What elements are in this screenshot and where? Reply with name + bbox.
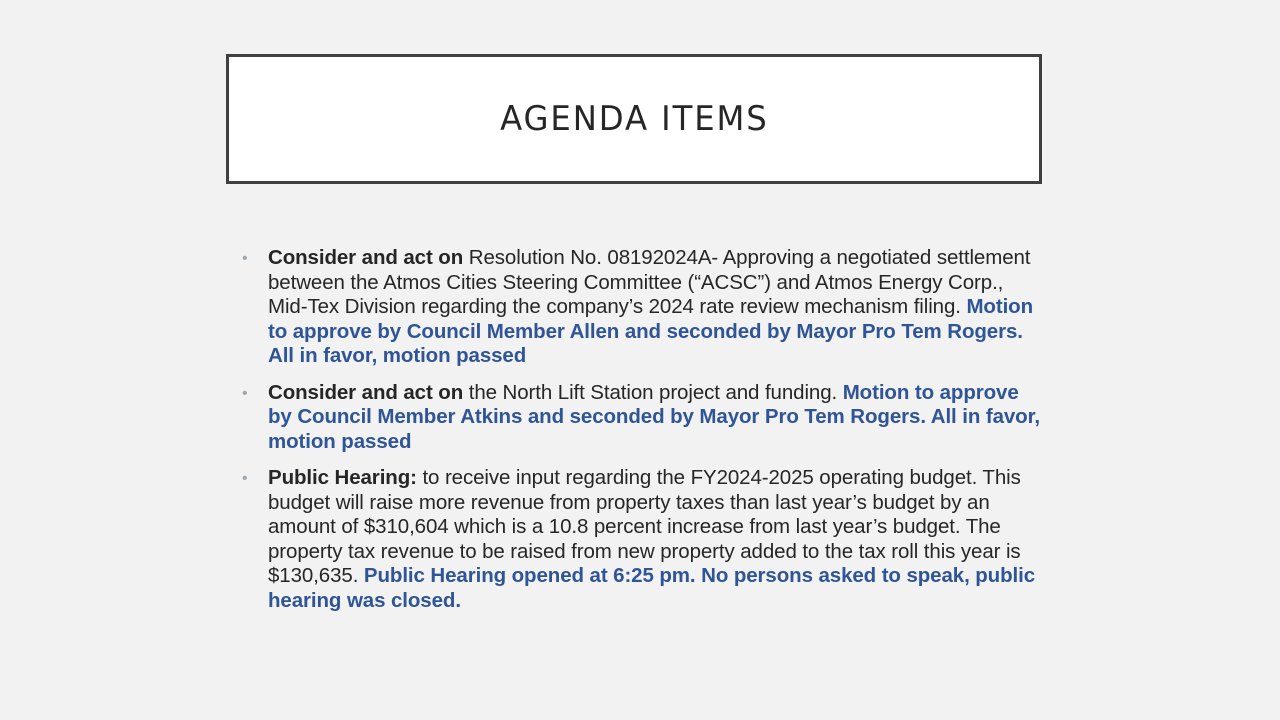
agenda-item-resolution <box>242 246 1042 369</box>
item-motion: Motion to approve by Council Member Atkins and seconded by Mayor Pro Tem Rogers. All in favor, motion passed <box>268 380 1040 453</box>
item-body: to receive input regarding the FY2024-2025 operating budget. This budget will raise more revenue from property taxes than last year’s budget by an amount of $310,604 which is a 10.8 percent increase from last year’s budget. The property tax revenue to be raised from new property added to the tax roll this year is $130,635. <box>268 466 1021 587</box>
slide-title: AGENDA ITEMS <box>499 99 769 139</box>
bullet-icon: • <box>242 384 248 402</box>
item-body: Resolution No. 08192024A- Approving a negotiated settlement between the Atmos Cities Steering Committee (“ACSC”) and Atmos Energy Corp., Mid-Tex Division regarding the company’s 2024 rate review mechanism filing. <box>268 246 1031 318</box>
bullet-icon: • <box>242 470 248 487</box>
title-box <box>226 54 1042 184</box>
bullet-icon: • <box>242 250 248 267</box>
agenda-list <box>242 246 1042 625</box>
agenda-item-public-hearing <box>242 466 1042 613</box>
item-lead: Consider and act on <box>268 380 464 404</box>
item-motion: Motion to approve by Council Member Allen and seconded by Mayor Pro Tem Rogers. All in favor, motion passed <box>268 295 1034 367</box>
item-body: the North Lift Station project and funding. <box>463 380 843 404</box>
item-motion: Public Hearing opened at 6:25 pm. No persons asked to speak, public hearing was closed. <box>268 564 1036 612</box>
item-lead: Public Hearing: <box>268 466 417 489</box>
item-lead: Consider and act on <box>268 246 464 269</box>
agenda-item-lift-station <box>242 381 1042 455</box>
